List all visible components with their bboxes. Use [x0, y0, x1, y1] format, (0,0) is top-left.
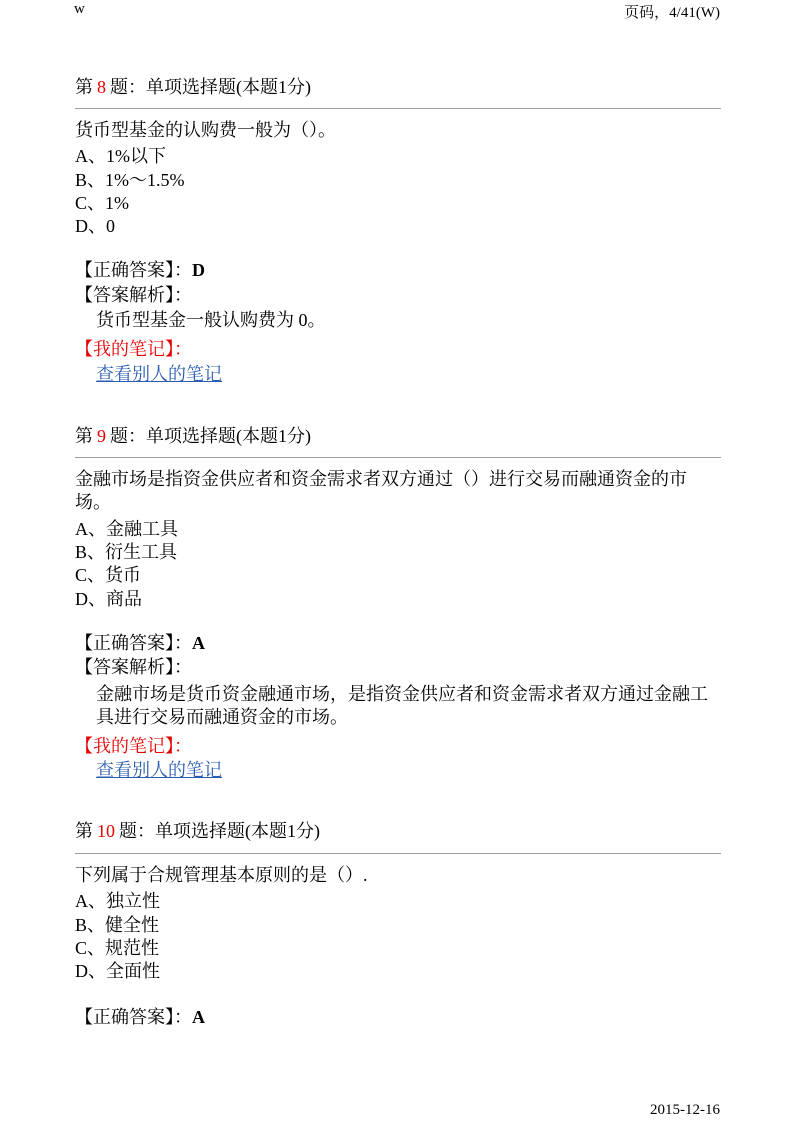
my-notes-label: 【我的笔记】：: [75, 736, 192, 756]
option-d: D、0: [75, 216, 115, 236]
question-prefix: 第: [75, 426, 93, 446]
question-prefix: 第: [75, 821, 93, 841]
question-block: [75, 820, 721, 1027]
correct-answer-label: 【正确答案】：: [75, 633, 192, 653]
divider: [75, 457, 721, 458]
page-number: 页码，4/41(W): [624, 5, 720, 21]
header-left-text: w: [74, 1, 85, 17]
question-type: 题：单项选择题(本题1分): [110, 77, 311, 97]
analysis-text: 金融市场是货币资金融通市场，是指资金供应者和资金需求者双方通过金融工具进行交易而融通资金的市场。: [96, 684, 708, 727]
correct-answer-row: [75, 259, 205, 282]
question-number: 10: [97, 821, 115, 841]
correct-answer-value: D: [192, 260, 205, 280]
correct-answer-row: [75, 632, 205, 655]
question-stem: 下列属于合规管理基本原则的是（）.: [75, 865, 368, 885]
correct-answer-value: A: [192, 1007, 205, 1027]
question-heading: [75, 425, 721, 447]
view-others-notes-link[interactable]: 查看别人的笔记: [96, 364, 222, 384]
option-d: D、全面性: [75, 961, 160, 981]
option-c: C、规范性: [75, 938, 160, 958]
divider: [75, 853, 721, 854]
option-b: B、衍生工具: [75, 542, 178, 562]
question-heading: [75, 76, 721, 98]
correct-answer-value: A: [192, 633, 205, 653]
question-block: [75, 76, 721, 384]
option-a: A、1%以下: [75, 146, 166, 166]
correct-answer-label: 【正确答案】：: [75, 1007, 192, 1027]
question-type: 题：单项选择题(本题1分): [110, 426, 311, 446]
option-a: A、独立性: [75, 891, 160, 911]
question-type: 题：单项选择题(本题1分): [119, 821, 320, 841]
option-d: D、商品: [75, 589, 142, 609]
option-c: C、1%: [75, 193, 129, 213]
question-heading: [75, 820, 721, 842]
view-others-notes-link[interactable]: 查看别人的笔记: [96, 760, 222, 780]
question-block: [75, 425, 721, 780]
option-a: A、金融工具: [75, 519, 178, 539]
correct-answer-row: [75, 1006, 205, 1029]
divider: [75, 108, 721, 109]
question-number: 8: [97, 77, 106, 97]
question-number: 9: [97, 426, 106, 446]
my-notes-label: 【我的笔记】：: [75, 339, 192, 359]
correct-answer-label: 【正确答案】：: [75, 260, 192, 280]
option-b: B、健全性: [75, 915, 160, 935]
question-stem: 金融市场是指资金供应者和资金需求者双方通过（）进行交易而融通资金的市场。: [75, 469, 687, 512]
question-prefix: 第: [75, 77, 93, 97]
footer-date: 2015-12-16: [650, 1102, 720, 1118]
analysis-label: 【答案解析】：: [75, 657, 192, 677]
option-b: B、1%～1.5%: [75, 170, 185, 190]
analysis-text: 货币型基金一般认购费为 0。: [96, 310, 326, 330]
question-stem: 货币型基金的认购费一般为（）。: [75, 120, 336, 140]
analysis-label: 【答案解析】：: [75, 285, 192, 305]
option-c: C、货币: [75, 565, 142, 585]
